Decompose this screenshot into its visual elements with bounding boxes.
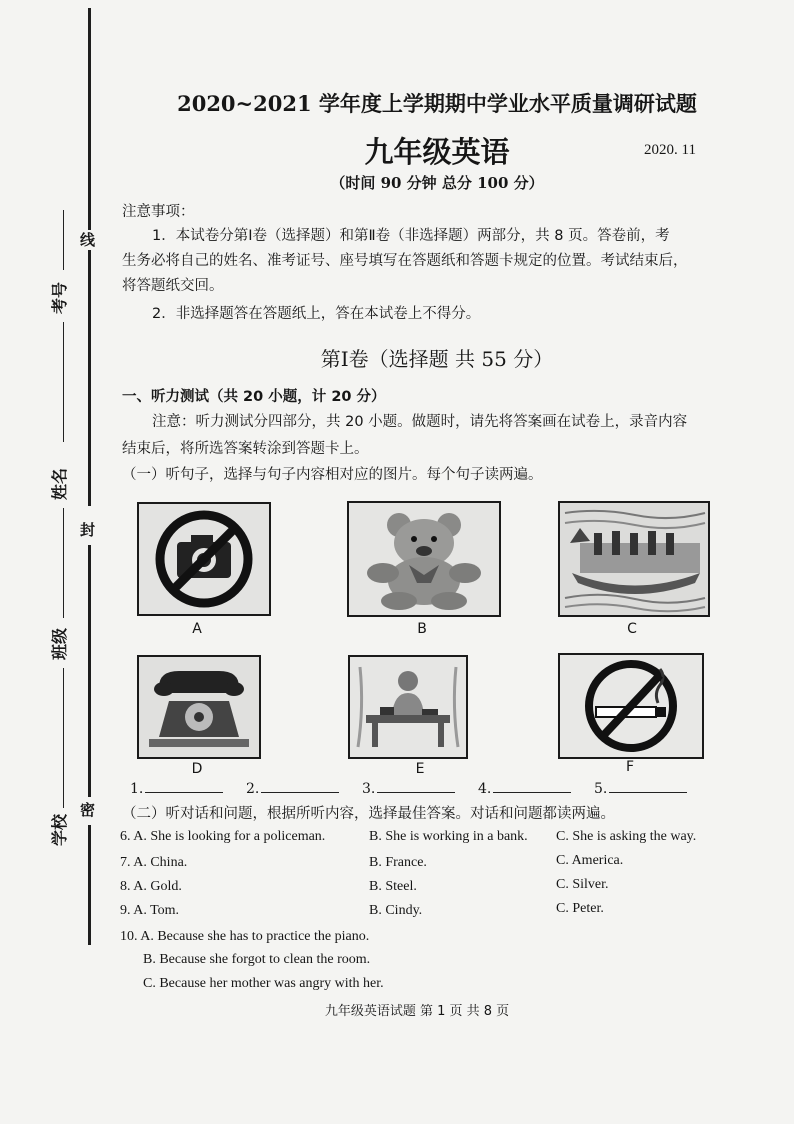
q10-option-a[interactable]: 10. A. Because she has to practice the piano. [120, 929, 370, 944]
time-info: （时间 90 分钟 总分 100 分） [330, 174, 544, 192]
seal-mi: 密 [80, 801, 96, 819]
q9-option-c[interactable]: C. Peter. [556, 901, 604, 916]
page-footer: 九年级英语试题 第 1 页 共 8 页 [324, 1004, 510, 1019]
picture-e-label: E [415, 761, 425, 777]
section1-note-2: 结束后，将所选答案转涂到答题卡上。 [122, 441, 369, 457]
q7-option-c[interactable]: C. America. [556, 853, 624, 868]
binding-line-top [88, 8, 91, 230]
notes-line-4: 2．非选择题答在答题纸上，答在本试卷上不得分。 [152, 306, 481, 322]
notes-heading: 注意事项： [122, 204, 195, 220]
woman-at-desk-icon [350, 657, 466, 757]
q8-option-b[interactable]: B. Steel. [369, 879, 417, 894]
picture-d-label: D [191, 761, 203, 777]
notes-line-2: 生务必将自己的姓名、准考证号、座号填写在答题纸和答题卡规定的位置。考试结束后， [122, 253, 688, 269]
xingming-blank[interactable] [63, 508, 64, 618]
picture-b-label: B [417, 621, 427, 637]
picture-c-label: C [627, 621, 637, 637]
q6-option-a[interactable]: 6. A. She is looking for a policeman. [120, 829, 326, 844]
exam-date: 2020. 11 [644, 142, 696, 158]
sub2-heading: （二）听对话和问题，根据所听内容，选择最佳答案。对话和问题都读两遍。 [122, 806, 615, 822]
teddy-bear-icon [349, 503, 499, 615]
q7-option-a[interactable]: 7. A. China. [120, 855, 188, 870]
label-banji: 班级 [50, 627, 70, 661]
q9-option-b[interactable]: B. Cindy. [369, 903, 423, 918]
binding-line-mid1 [88, 250, 91, 506]
kaohao-blank[interactable] [63, 210, 64, 270]
label-xuexiao: 学校 [50, 813, 70, 847]
notes-line-3: 将答题纸交回。 [122, 278, 224, 294]
q8-option-a[interactable]: 8. A. Gold. [120, 879, 182, 894]
sub1-heading: （一）听句子，选择与句子内容相对应的图片。每个句子读两遍。 [122, 467, 543, 483]
no-smoking-icon [560, 655, 702, 757]
picture-b [347, 501, 501, 617]
section1-note-1: 注意：听力测试分四部分，共 20 小题。做题时，请先将答案画在试卷上，录音内容 [152, 414, 688, 430]
picture-c [558, 501, 710, 617]
q10-option-b[interactable]: B. Because she forgot to clean the room. [143, 952, 371, 967]
picture-a [137, 502, 271, 616]
binding-line-bottom [88, 825, 91, 945]
picture-a-label: A [192, 621, 202, 637]
answer-blank-3[interactable]: 3. [362, 778, 455, 797]
picture-d [137, 655, 261, 759]
picture-e [348, 655, 468, 759]
seal-feng: 封 [80, 521, 96, 539]
dragon-boat-icon [560, 503, 708, 615]
q6-option-b[interactable]: B. She is working in a bank. [369, 829, 528, 844]
binding-line-mid2 [88, 545, 91, 797]
telephone-icon [139, 657, 259, 757]
q6-option-c[interactable]: C. She is asking the way. [556, 829, 697, 844]
exam-title: 2020~2021 学年度上学期期中学业水平质量调研试题 [177, 91, 697, 116]
answer-blank-2[interactable]: 2. [246, 778, 339, 797]
answer-blank-4[interactable]: 4. [478, 778, 571, 797]
picture-f-label: F [625, 759, 635, 775]
label-xingming: 姓名 [50, 467, 70, 501]
subject-title: 九年级英语 [364, 135, 510, 169]
no-camera-icon [139, 504, 269, 614]
seal-xian: 线 [80, 231, 96, 249]
kaohao-underline[interactable] [63, 322, 64, 442]
answer-blank-5[interactable]: 5. [594, 778, 687, 797]
label-kaohao: 考号 [50, 281, 70, 315]
q7-option-b[interactable]: B. France. [369, 855, 427, 870]
section1-heading: 一、听力测试（共 20 小题，计 20 分） [122, 389, 386, 405]
answer-blank-1[interactable]: 1. [130, 778, 223, 797]
q10-option-c[interactable]: C. Because her mother was angry with her. [143, 976, 384, 991]
q8-option-c[interactable]: C. Silver. [556, 877, 609, 892]
notes-line-1: 1．本试卷分第Ⅰ卷（选择题）和第Ⅱ卷（非选择题）两部分，共 8 页。答卷前，考 [152, 228, 670, 244]
picture-f [558, 653, 704, 759]
part1-title: 第Ⅰ卷（选择题 共 55 分） [320, 347, 554, 371]
banji-blank[interactable] [63, 668, 64, 808]
q9-option-a[interactable]: 9. A. Tom. [120, 903, 180, 918]
